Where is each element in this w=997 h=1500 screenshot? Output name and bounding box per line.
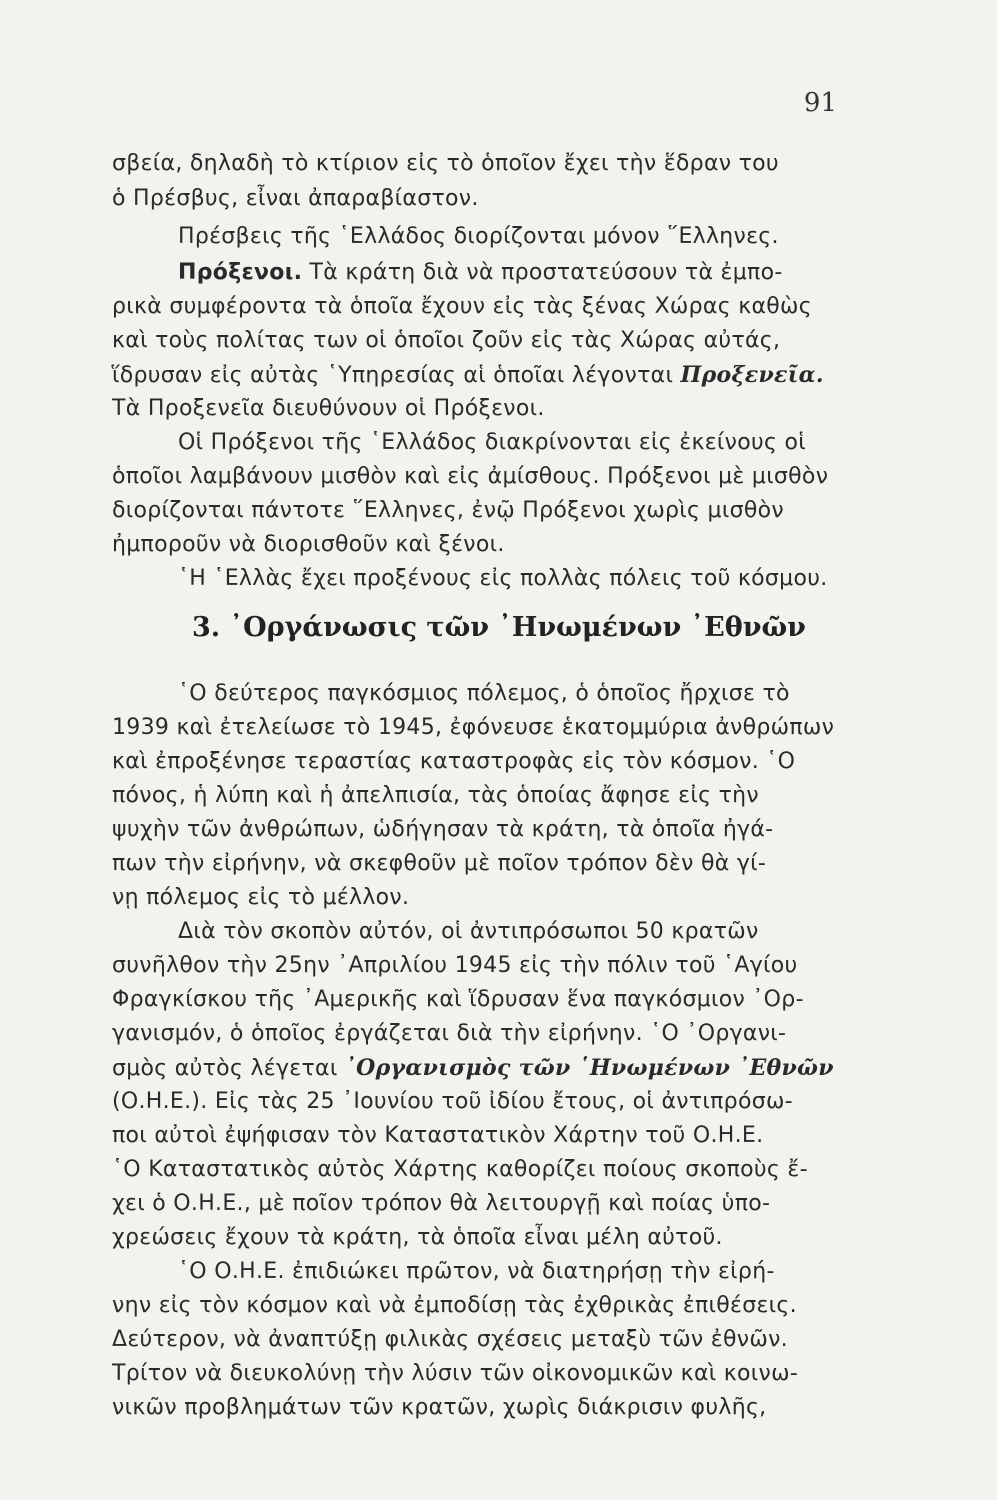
- text-line: νικῶν προβλημάτων τῶν κρατῶν, χωρὶς διάκρισιν φυλῆς,: [112, 1395, 767, 1420]
- text-line: 1939 καὶ ἐτελείωσε τὸ 1945, ἐφόνευσε ἑκατομμύρια ἀνθρώπων: [112, 715, 835, 740]
- text-line: [112, 364, 842, 387]
- text-line: ῾Ο Καταστατικὸς αὐτὸς Χάρτης καθορίζει ποίους σκοποὺς ἔ-: [112, 1157, 808, 1182]
- text-line: καὶ τοὺς πολίτας των οἱ ὁποῖοι ζοῦν εἰς τὰς Χώρας αὐτάς,: [112, 328, 781, 353]
- text-line: Πρέσβεις τῆς ῾Ελλάδος διορίζονται μόνον ῞Ελληνες.: [178, 224, 779, 249]
- text-line: Δεύτερον, νὰ ἀναπτύξῃ φιλικὰς σχέσεις μεταξὺ τῶν ἐθνῶν.: [112, 1327, 788, 1352]
- text-line: γανισμόν, ὁ ὁποῖος ἐργάζεται διὰ τὴν εἰρήνην. ῾Ο ᾿Οργανι-: [112, 1021, 787, 1046]
- term-proxenoi: Πρόξενοι.: [178, 260, 303, 285]
- section-heading: 3. ᾿Οργάνωσις τῶν ᾿Ηνωμένων ᾿Εθνῶν: [192, 612, 806, 643]
- text-line: ῾Ο Ο.Η.Ε. ἐπιδιώκει πρῶτον, νὰ διατηρήσῃ τὴν εἰρή-: [178, 1259, 775, 1284]
- text-line: συνῆλθον τὴν 25ην ᾿Απριλίου 1945 εἰς τὴν πόλιν τοῦ ῾Αγίου: [112, 953, 798, 978]
- text-line: πων τὴν εἰρήνην, νὰ σκεφθοῦν μὲ ποῖον τρόπον δὲν θὰ γί-: [112, 851, 767, 876]
- text-span: Τὰ κράτη διὰ νὰ προστατεύσουν τὰ ἐμπο-: [302, 260, 783, 285]
- text-line: ποι αὐτοὶ ἐψήφισαν τὸν Καταστατικὸν Χάρτην τοῦ Ο.Η.Ε.: [112, 1123, 764, 1148]
- text-line: νην εἰς τὸν κόσμον καὶ νὰ ἐμποδίσῃ τὰς ἐχθρικὰς ἐπιθέσεις.: [112, 1293, 797, 1318]
- text-line: πόνος, ἡ λύπη καὶ ἡ ἀπελπισία, τὰς ὁποίας ἄφησε εἰς τὴν: [112, 783, 759, 808]
- text-line: Τὰ Προξενεῖα διευθύνουν οἱ Πρόξενοι.: [112, 396, 545, 421]
- text-line: διορίζονται πάντοτε ῞Ελληνες, ἐνῷ Πρόξενοι χωρὶς μισθὸν: [112, 498, 784, 523]
- term-proxeneia: Προξενεῖα.: [680, 362, 824, 388]
- text-line: Τρίτον νὰ διευκολύνῃ τὴν λύσιν τῶν οἰκονομικῶν καὶ κοινω-: [112, 1361, 799, 1386]
- text-line: ὁ Πρέσβυς, εἶναι ἀπαραβίαστον.: [112, 186, 479, 211]
- text-line: (Ο.Η.Ε.). Εἰς τὰς 25 ᾿Ιουνίου τοῦ ἰδίου ἔτους, οἱ ἀντιπρόσω-: [112, 1089, 793, 1114]
- text-line: σβεία, δηλαδὴ τὸ κτίριον εἰς τὸ ὁποῖον ἔχει τὴν ἕδραν του: [112, 151, 779, 176]
- text-line: ὁποῖοι λαμβάνουν μισθὸν καὶ εἰς ἀμίσθους. Πρόξενοι μὲ μισθὸν: [112, 464, 829, 489]
- text-line: καὶ ἐπροξένησε τεραστίας καταστροφὰς εἰς τὸν κόσμον. ῾Ο: [112, 749, 796, 774]
- text-span: ἵδρυσαν εἰς αὐτὰς ῾Υπηρεσίας αἱ ὁποῖαι λέγονται: [112, 363, 681, 388]
- text-line: ἠμποροῦν νὰ διορισθοῦν καὶ ξένοι.: [112, 532, 505, 557]
- text-line: Διὰ τὸν σκοπὸν αὐτόν, οἱ ἀντιπρόσωποι 50 κρατῶν: [178, 919, 759, 944]
- text-line: ρικὰ συμφέροντα τὰ ὁποῖα ἔχουν εἰς τὰς ξένας Χώρας καθὼς: [112, 294, 812, 319]
- text-line: ψυχὴν τῶν ἀνθρώπων, ὡδήγησαν τὰ κράτη, τὰ ὁποῖα ἠγά-: [112, 817, 774, 842]
- text-line: χρεώσεις ἔχουν τὰ κράτη, τὰ ὁποῖα εἶναι μέλη αὐτοῦ.: [112, 1225, 723, 1250]
- text-line: ῾Ο δεύτερος παγκόσμιος πόλεμος, ὁ ὁποῖος ἤρχισε τὸ: [178, 681, 790, 706]
- text-line: Οἱ Πρόξενοι τῆς ῾Ελλάδος διακρίνονται εἰς ἐκείνους οἱ: [178, 430, 807, 455]
- page-number: 91: [803, 88, 837, 118]
- text-line: χει ὁ Ο.Η.Ε., μὲ ποῖον τρόπον θὰ λειτουργῇ καὶ ποίας ὑπο-: [112, 1191, 771, 1216]
- term-uno: ᾿Οργανισμὸς τῶν ῾Ηνωμένων ᾿Εθνῶν: [344, 1055, 834, 1081]
- text-span: σμὸς αὐτὸς λέγεται: [112, 1056, 345, 1081]
- text-line: ῾Η ῾Ελλὰς ἔχει προξένους εἰς πολλὰς πόλεις τοῦ κόσμου.: [178, 566, 828, 591]
- text-line: [178, 262, 842, 284]
- text-line: Φραγκίσκου τῆς ᾿Αμερικῆς καὶ ἵδρυσαν ἕνα παγκόσμιον ᾿Ορ-: [112, 987, 804, 1012]
- text-line: [112, 1057, 842, 1080]
- text-line: νῃ πόλεμος εἰς τὸ μέλλον.: [112, 885, 410, 910]
